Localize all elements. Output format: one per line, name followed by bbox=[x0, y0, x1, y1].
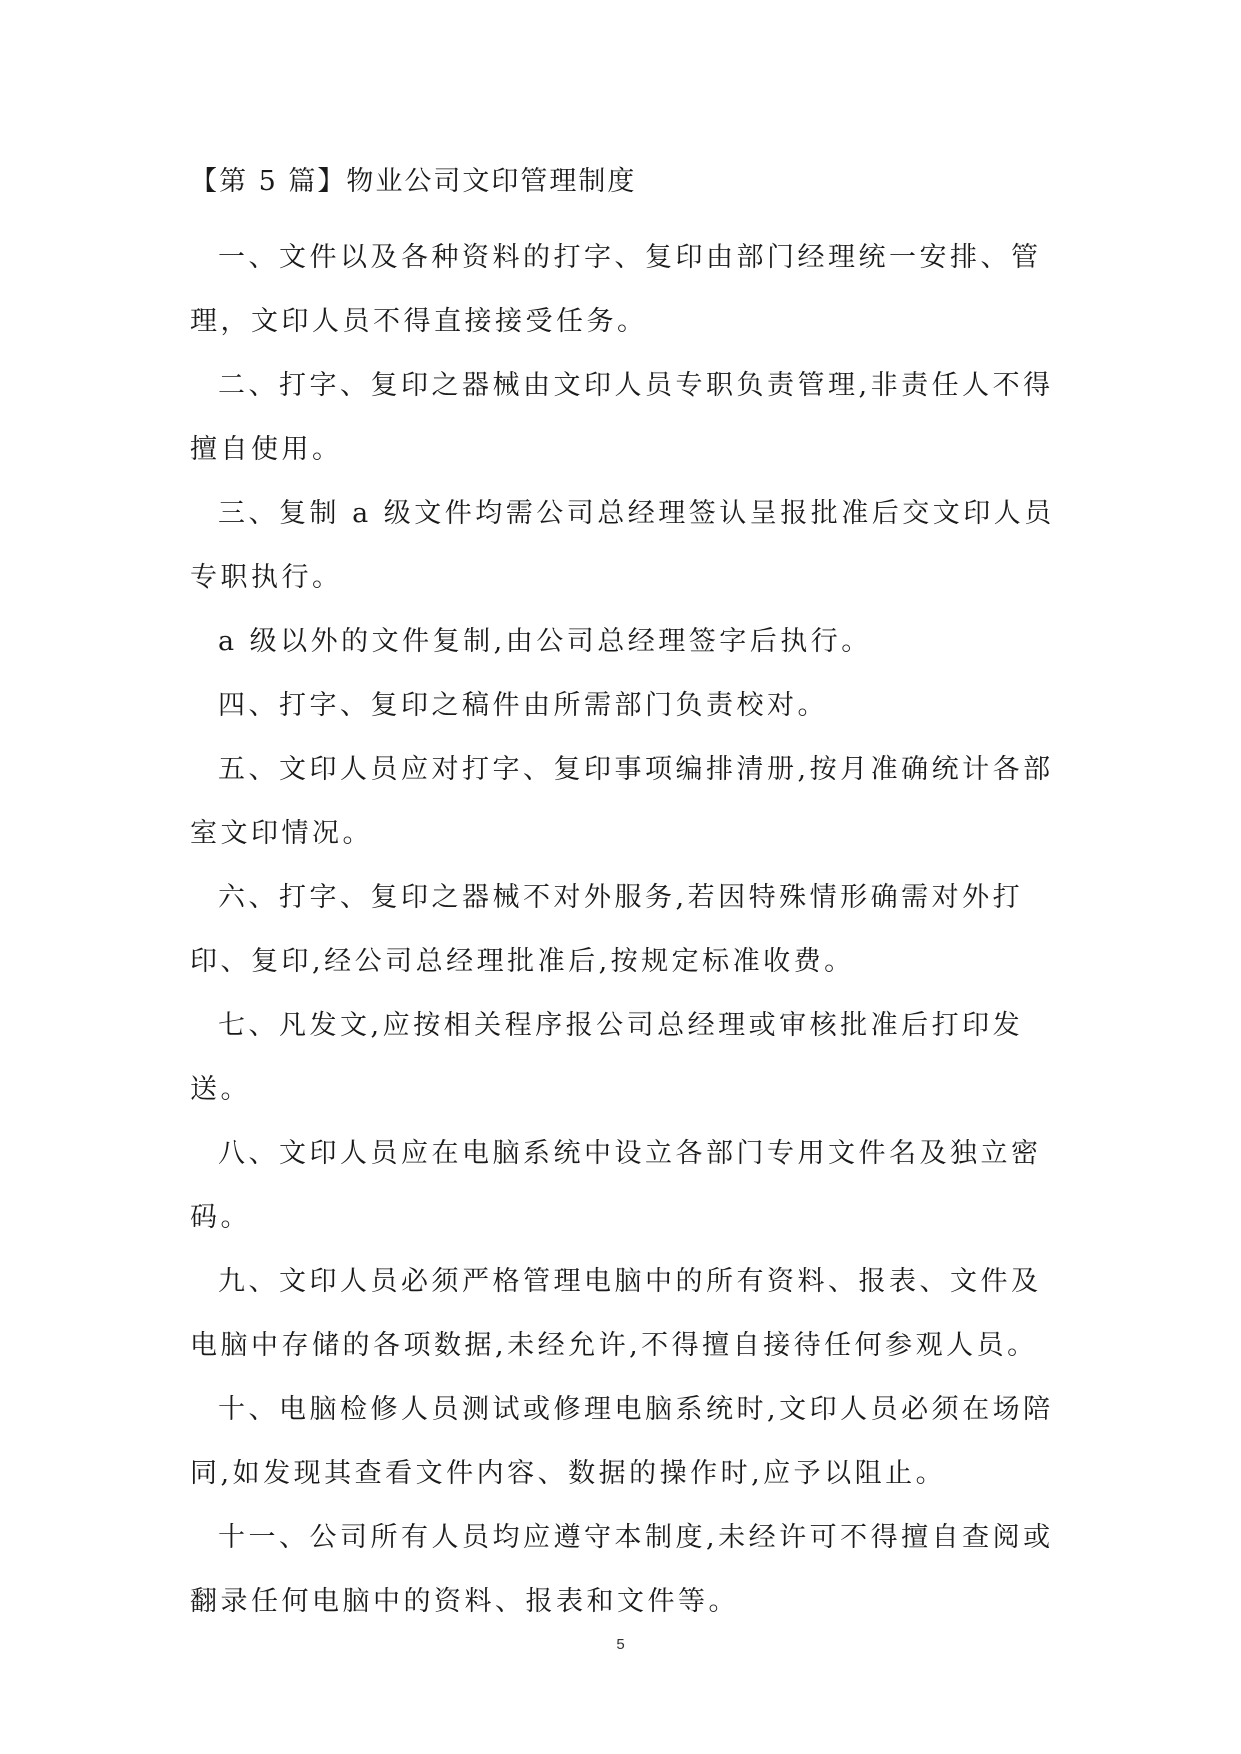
document-body bbox=[190, 162, 1070, 1634]
paragraph-7: 六、打字、复印之器械不对外服务,若因特殊情形确需对外打印、复印,经公司总经理批准后,按规定标准收费。 bbox=[190, 882, 1024, 977]
paragraph-9: 八、文印人员应在电脑系统中设立各部门专用文件名及独立密码。 bbox=[190, 1138, 1042, 1233]
paragraph-3: 三、复制 a 级文件均需公司总经理签认呈报批准后交文印人员专职执行。 bbox=[190, 498, 1055, 593]
paragraph-2: 二、打字、复印之器械由文印人员专职负责管理,非责任人不得擅自使用。 bbox=[190, 370, 1054, 465]
paragraph-10: 九、文印人员必须严格管理电脑中的所有资料、报表、文件及电脑中存储的各项数据,未经允许,不得擅自接待任何参观人员。 bbox=[190, 1266, 1042, 1361]
paragraph-8: 七、凡发文,应按相关程序报公司总经理或审核批准后打印发送。 bbox=[190, 1010, 1024, 1105]
paragraph-5: 四、打字、复印之稿件由所需部门负责校对。 bbox=[218, 690, 828, 721]
paragraph-4: a 级以外的文件复制,由公司总经理签字后执行。 bbox=[218, 626, 872, 657]
document-title: 【第 5 篇】物业公司文印管理制度 bbox=[190, 166, 637, 197]
page-number: 5 bbox=[616, 1636, 625, 1653]
paragraph-11: 十、电脑检修人员测试或修理电脑系统时,文印人员必须在场陪同,如发现其查看文件内容、数据的操作时,应予以阻止。 bbox=[190, 1394, 1054, 1489]
paragraph-12: 十一、公司所有人员均应遵守本制度,未经许可不得擅自查阅或翻录任何电脑中的资料、报表和文件等。 bbox=[190, 1522, 1054, 1617]
paragraph-1: 一、文件以及各种资料的打字、复印由部门经理统一安排、管理，文印人员不得直接接受任务。 bbox=[190, 242, 1042, 337]
paragraph-6: 五、文印人员应对打字、复印事项编排清册,按月准确统计各部室文印情况。 bbox=[190, 754, 1054, 849]
